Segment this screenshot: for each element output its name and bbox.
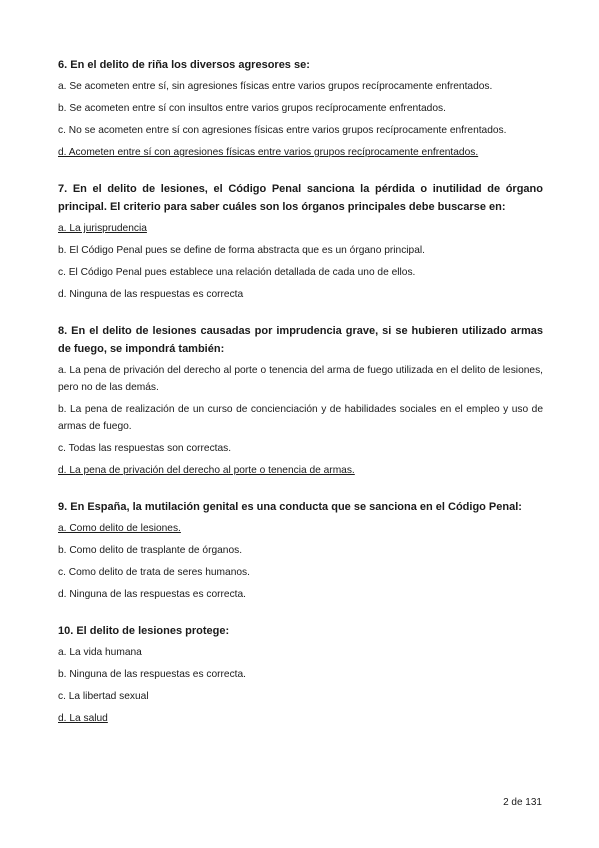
option-b: b. Ninguna de las respuestas es correcta. — [58, 669, 247, 680]
option-d: d. Ninguna de las respuestas es correcta. — [58, 589, 247, 600]
option-c: c. El Código Penal pues establece una relación detallada de cada uno de ellos. — [58, 267, 416, 278]
option-d: d. Ninguna de las respuestas es correcta — [58, 289, 244, 300]
option-a-correct: a. La jurisprudencia — [58, 223, 147, 234]
document-page — [58, 56, 543, 746]
question-6 — [58, 56, 543, 161]
option-a: a. Se acometen entre sí, sin agresiones físicas entre varios grupos recíprocamente enfrentados. — [58, 81, 493, 92]
question-title: 8. En el delito de lesiones causadas por imprudencia grave, si se hubieren utilizado armas de fuego, se impondrá también: — [58, 325, 543, 355]
option-b: b. Se acometen entre sí con insultos entre varios grupos recíprocamente enfrentados. — [58, 103, 446, 114]
question-7 — [58, 180, 543, 303]
question-10 — [58, 622, 543, 727]
option-b: b. El Código Penal pues se define de forma abstracta que es un órgano principal. — [58, 245, 425, 256]
option-d-correct: d. Acometen entre sí con agresiones físicas entre varios grupos recíprocamente enfrentados. — [58, 147, 479, 158]
option-a-correct: a. Como delito de lesiones. — [58, 523, 181, 534]
option-b: b. Como delito de trasplante de órganos. — [58, 545, 243, 556]
option-c: c. Como delito de trata de seres humanos. — [58, 567, 250, 578]
option-c: c. No se acometen entre sí con agresiones físicas entre varios grupos recíprocamente enfrentados. — [58, 125, 507, 136]
question-title: 6. En el delito de riña los diversos agresores se: — [58, 59, 310, 71]
option-c: c. Todas las respuestas son correctas. — [58, 443, 232, 454]
option-d-correct: d. La pena de privación del derecho al porte o tenencia de armas. — [58, 465, 355, 476]
option-c: c. La libertad sexual — [58, 691, 149, 702]
option-d-correct: d. La salud — [58, 713, 108, 724]
question-title: 10. El delito de lesiones protege: — [58, 625, 230, 637]
page-number: 2 de 131 — [503, 797, 542, 808]
option-a: a. La pena de privación del derecho al porte o tenencia del arma de fuego utilizada en el delito de lesiones, pero no de las demás. — [58, 365, 543, 393]
option-b: b. La pena de realización de un curso de concienciación y de habilidades sociales en el empleo y uso de armas de fuego. — [58, 404, 543, 432]
option-a: a. La vida humana — [58, 647, 142, 658]
question-title: 7. En el delito de lesiones, el Código Penal sanciona la pérdida o inutilidad de órgano principal. El criterio para saber cuáles son los órganos principales debe buscarse en: — [58, 183, 543, 213]
question-8 — [58, 322, 543, 479]
question-9 — [58, 498, 543, 603]
question-title: 9. En España, la mutilación genital es una conducta que se sanciona en el Código Penal: — [58, 501, 522, 513]
